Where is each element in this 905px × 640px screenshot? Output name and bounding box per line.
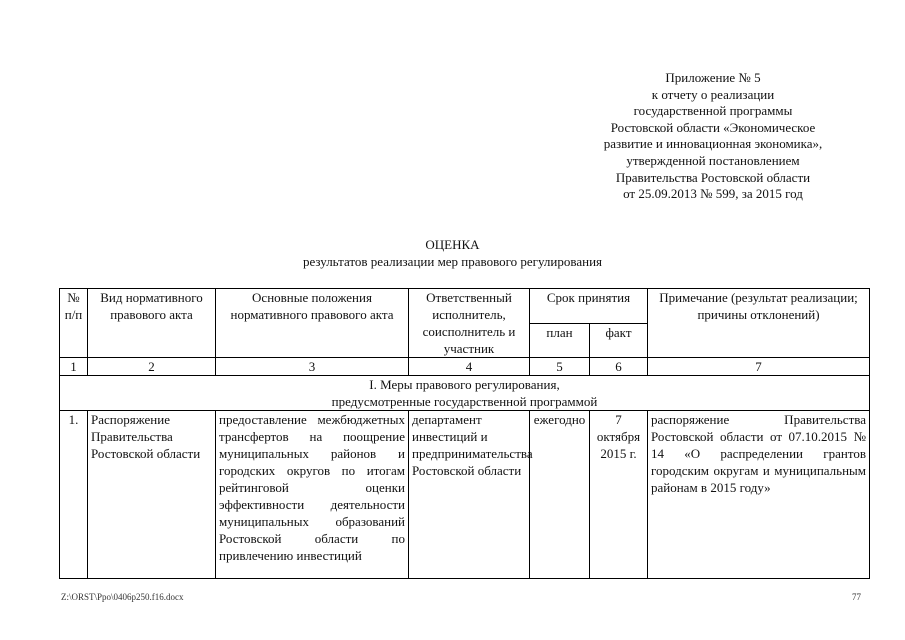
appendix-line: утвержденной постановлением <box>626 152 800 168</box>
title-subheading: результатов реализации мер правового регулирования <box>302 254 603 269</box>
header-fact: факт <box>590 323 648 358</box>
appendix-line: от 25.09.2013 № 599, за 2015 год <box>623 186 803 202</box>
title-heading: ОЦЕНКА <box>425 237 480 252</box>
table-row <box>60 411 870 579</box>
appendix-line: к отчету о реализации <box>651 86 775 102</box>
header-act-type: Вид нормативного правового акта <box>88 289 216 358</box>
document-title <box>0 236 905 270</box>
section-line: предусмотренные государственной программой <box>331 394 598 409</box>
column-number: 7 <box>648 358 870 376</box>
column-number: 4 <box>409 358 530 376</box>
header-plan: план <box>530 323 590 358</box>
column-number: 2 <box>88 358 216 376</box>
footer-page-number: 77 <box>852 592 861 602</box>
header-deadline: Срок принятия <box>530 289 648 324</box>
header-responsible: Ответственный исполнитель, соисполнитель и участник <box>409 289 530 358</box>
row-num: 1. <box>60 411 88 579</box>
header-num: № п/п <box>60 289 88 358</box>
row-fact: 7 октября 2015 г. <box>590 411 648 579</box>
row-responsible: департамент инвестиций и предпринимательства Ростовской области <box>409 411 530 579</box>
column-number: 1 <box>60 358 88 376</box>
appendix-line: Правительства Ростовской области <box>615 169 811 185</box>
column-number-row <box>60 358 870 376</box>
row-provisions: предоставление межбюджетных трансфертов на поощрение муниципальных районов и городских округов по итогам рейтинговой оценки эффективности деятельности муниципальных образований Ростовской области по привлечению инвестиций <box>216 411 409 579</box>
section-line: I. Меры правового регулирования, <box>369 377 560 392</box>
appendix-block <box>565 70 861 203</box>
appendix-line: Приложение № 5 <box>665 70 761 85</box>
regulation-table <box>59 288 870 579</box>
appendix-line: Ростовской области «Экономическое <box>610 119 816 135</box>
header-note: Примечание (результат реализации; причины отклонений) <box>648 289 870 358</box>
section-row <box>60 376 870 411</box>
row-plan: ежегодно <box>530 411 590 579</box>
footer-file-path: Z:\ORST\Ppo\0406p250.f16.docx <box>61 592 184 602</box>
column-number: 5 <box>530 358 590 376</box>
section-heading <box>60 376 870 411</box>
header-row <box>60 289 870 324</box>
appendix-line: развитие и инновационная экономика», <box>603 136 823 152</box>
row-act-type: Распоряжение Правительства Ростовской области <box>88 411 216 579</box>
row-note: распоряжение Правительства Ростовской области от 07.10.2015 № 14 «О распределении грантов городским округам и муниципальным районам в 2015 году» <box>648 411 870 579</box>
appendix-line: государственной программы <box>633 103 793 119</box>
header-provisions: Основные положения нормативного правового акта <box>216 289 409 358</box>
column-number: 3 <box>216 358 409 376</box>
column-number: 6 <box>590 358 648 376</box>
